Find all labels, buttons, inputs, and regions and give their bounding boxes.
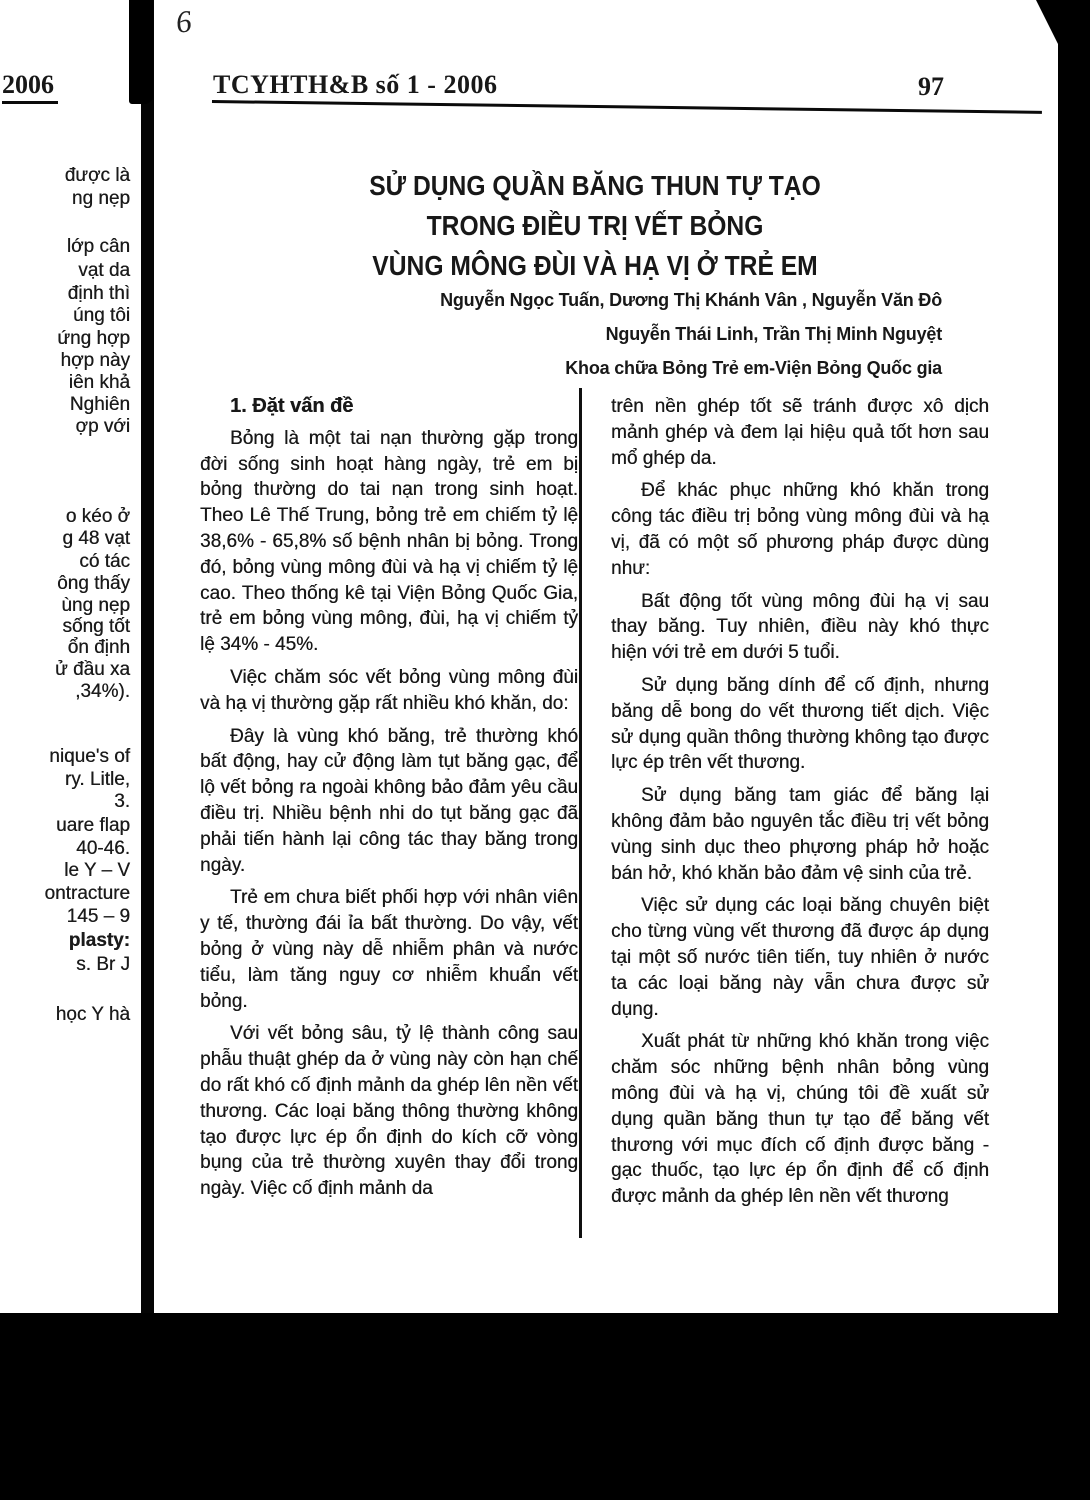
handwritten-mark: 6 xyxy=(173,3,194,40)
margin-fragment: ông thấy xyxy=(57,573,130,594)
margin-fragment-year: 2006 xyxy=(2,70,58,104)
scan-edge-bottom xyxy=(0,1313,1090,1500)
margin-fragment: ợp với xyxy=(75,416,130,437)
margin-fragment: ùng nẹp xyxy=(61,595,130,616)
margin-fragment: hợp này xyxy=(60,350,130,371)
margin-fragment: 145 – 9 xyxy=(66,906,130,927)
paragraph: Việc sử dụng các loại băng chuyên biệt cho từng vùng vết thương đã được áp dụng tại một số nước tiên tiến, tuy nhiên ở nước ta các loại băng này vẫn chưa được sử dụng. xyxy=(611,895,989,1020)
margin-fragment: ,34%). xyxy=(75,681,130,702)
margin-fragment: iên khả xyxy=(68,372,130,393)
margin-fragment: định thì xyxy=(67,283,130,304)
margin-fragment: ng nẹp xyxy=(71,188,130,209)
author-block xyxy=(200,283,942,385)
authors-line-2: Nguyễn Thái Linh, Trần Thị Minh Nguyệt xyxy=(605,324,942,344)
margin-fragment: được là xyxy=(64,165,130,186)
article-title-line-3: VÙNG MÔNG ĐÙI VÀ HẠ VỊ Ở TRẺ EM xyxy=(372,250,818,281)
margin-fragment: 3. xyxy=(114,791,130,812)
margin-fragment: plasty: xyxy=(68,930,130,951)
paragraph: trên nền ghép tốt sẽ tránh được xô dịch mảnh ghép và đem lại hiệu quả tốt hơn sau mổ ghép da. xyxy=(611,396,989,469)
article-title xyxy=(247,166,942,286)
section-heading: 1. Đặt vấn đề xyxy=(230,395,354,417)
paragraph: Đây là vùng khó băng, trẻ thường khó bất động, hay cử động làm tụt băng gạc, để lộ vết bỏng ra ngoài không bảo đảm yêu cầu điều trị. Nhiều bệnh nhi do tụt băng gạc đã phải tiến hành lại công tác thay băng trong ngày. xyxy=(200,725,578,876)
margin-fragment: o kéo ở xyxy=(65,506,130,527)
page-number: 97 xyxy=(918,72,944,101)
margin-fragment: ứng hợp xyxy=(57,328,130,349)
margin-fragment: ontracture xyxy=(44,883,130,904)
paragraph: Để khác phục những khó khăn trong công tác điều trị bỏng vùng mông đùi và hạ vị, đã có một số phương pháp được dùng như: xyxy=(611,480,989,579)
journal-header: TCYHTH&B số 1 - 2006 xyxy=(213,70,498,99)
margin-fragment: có tác xyxy=(79,551,130,572)
authors-line-1: Nguyễn Ngọc Tuấn, Dương Thị Khánh Vân , Nguyễn Văn Đô xyxy=(440,290,942,310)
article-title-line-2: TRONG ĐIỀU TRỊ VẾT BỎNG xyxy=(426,210,764,241)
paragraph: Bất động tốt vùng mông đùi hạ vị sau thay băng. Tuy nhiên, điều này khó thực hiện với trẻ em dưới 5 tuổi. xyxy=(611,590,989,664)
margin-fragment: nique's of xyxy=(49,746,130,767)
margin-fragment: Nghiên xyxy=(69,394,130,415)
margin-fragment: 40-46. xyxy=(76,838,130,859)
page-gutter-shadow-top xyxy=(129,0,153,104)
margin-fragment: uare flap xyxy=(56,815,130,836)
paragraph: Bỏng là một tai nạn thường gặp trong đời sống sinh hoạt hàng ngày, trẻ em bị bỏng thường do tai nạn trong sinh hoạt. Theo Lê Thế Trung, bỏng trẻ em chiếm tỷ lệ 38,6% - 65,8% số bệnh nhân bị bỏng. Trong đó, bỏng vùng mông đùi và hạ vị chiếm tỷ lệ cao. Theo thống kê tại Viện Bỏng Quốc Gia, trẻ em bỏng vùng mông, đùi, hạ vị chiếm tỷ lệ 34% - 45%. xyxy=(200,427,578,656)
left-column xyxy=(200,394,578,1202)
paragraph: Xuất phát từ những khó khăn trong việc chăm sóc những bệnh nhân bỏng vùng mông đùi và hạ vị, chúng tôi đề xuất sử dụng quần băng thun tự tạo để băng vết thương với mục đích cố định được băng - gạc thuốc, tạo lực ép ổn định để cố định được mảnh da ghép lên nền vết thương xyxy=(611,1031,989,1208)
margin-fragment: úng tôi xyxy=(72,305,130,326)
margin-fragment: ổn định xyxy=(67,637,130,658)
scan-edge-right xyxy=(1058,0,1090,1313)
column-divider-line xyxy=(579,388,582,1238)
paragraph: Trẻ em chưa biết phối hợp với nhân viên y tế, thường đái ỉa bất thường. Do vậy, vết bỏng ở vùng này dễ nhiễm phân và nước tiểu, làm tăng nguy cơ nhiễm khuẩn vết bỏng. xyxy=(200,887,578,1012)
margin-fragment: s. Br J xyxy=(76,954,130,975)
right-column xyxy=(611,394,989,1210)
article-title-line-1: SỬ DỤNG QUẦN BĂNG THUN TỰ TẠO xyxy=(369,170,821,201)
margin-fragment: g 48 vạt xyxy=(62,528,130,549)
margin-fragment: le Y – V xyxy=(64,860,130,881)
margin-fragment: ry. Litle, xyxy=(64,769,130,790)
margin-fragment: lớp cân xyxy=(66,236,130,257)
page-gutter-shadow xyxy=(141,0,154,1313)
margin-fragment: sống tốt xyxy=(62,616,130,637)
margin-fragment: vạt da xyxy=(78,260,130,281)
paragraph: Sử dụng băng dính để cố định, nhưng băng dễ bong do vết thương tiết dịch. Việc sử dụng quần thông thường không tạo được lực ép trên vết thương. xyxy=(611,674,989,774)
paragraph: Sử dụng băng tam giác để băng lại không đảm bảo nguyên tắc điều trị vết bỏng vùng sinh dục theo phựơng pháp hở hoặc bán hở, khó khăn bảo đảm vệ sinh của trẻ. xyxy=(611,785,989,884)
margin-fragment: học Y hà xyxy=(55,1004,130,1025)
header-rule xyxy=(212,100,1042,114)
affiliation: Khoa chữa Bỏng Trẻ em-Viện Bỏng Quốc gia xyxy=(565,358,942,378)
paragraph: Việc chăm sóc vết bỏng vùng mông đùi và hạ vị thường gặp rất nhiều khó khăn, do: xyxy=(200,666,578,714)
paragraph: Với vết bỏng sâu, tỷ lệ thành công sau phẫu thuật ghép da ở vùng này còn hạn chế do rất khó cố định mảnh da ghép lên nền vết thương. Các loại băng thông thường không tạo được lực ép ổn định do kích cỡ vòng bụng của trẻ thường xuyên thay đổi trong ngày. Việc cố định mảnh da xyxy=(200,1023,578,1200)
margin-fragment: ử đầu xa xyxy=(54,659,130,680)
scan-edge-right-wedge xyxy=(1036,0,1060,48)
